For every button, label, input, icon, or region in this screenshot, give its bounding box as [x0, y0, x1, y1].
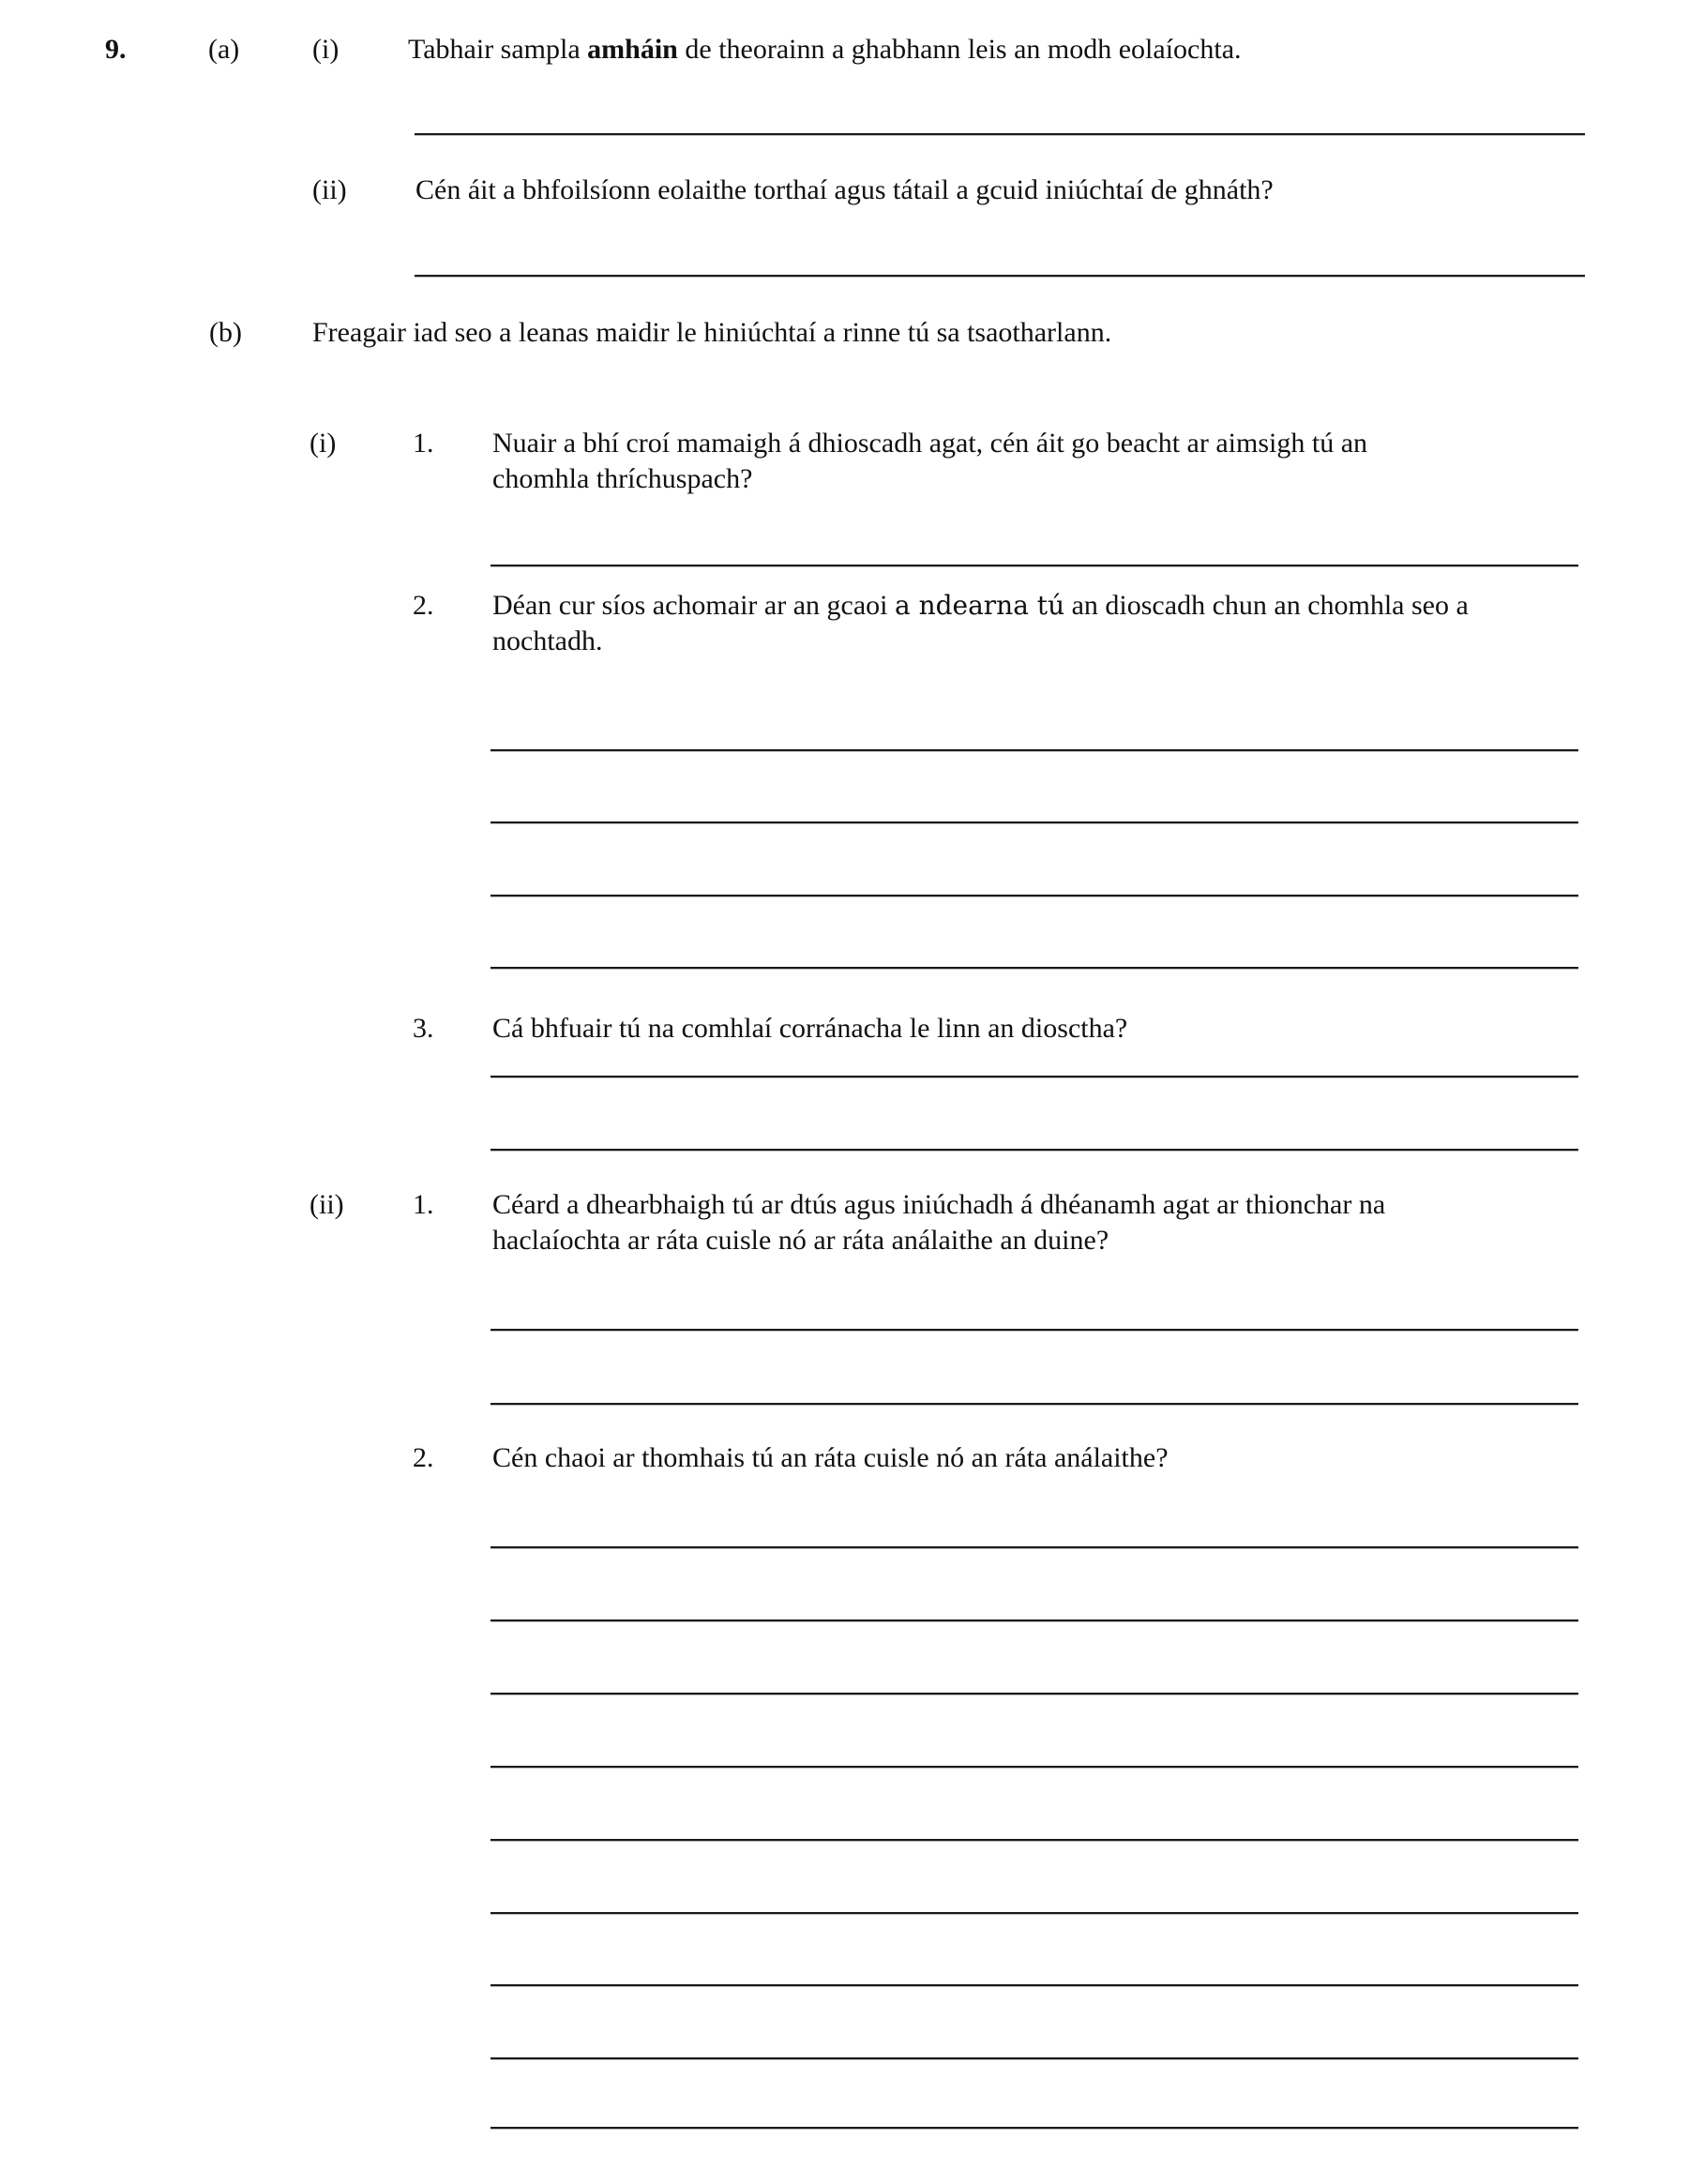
part-b-i-label: (i) [309, 428, 337, 459]
question-text-alt-font: a ndearna tú [894, 590, 1065, 621]
item-number: 1. [413, 1189, 434, 1220]
emphasis-text: amháin [587, 34, 678, 65]
question-text: Déan cur síos achomair ar an gcaoi [492, 590, 895, 621]
answer-line[interactable] [490, 1839, 1578, 1842]
item-question-line [492, 588, 1469, 624]
part-b-intro: Freagair iad seo a leanas maidir le hiniúchtaí a rinne tú sa tsaotharlann. [312, 317, 1112, 348]
item-question-line: Cá bhfuair tú na comhlaí corránacha le linn an diosctha? [492, 1013, 1128, 1044]
item-question-line: Nuair a bhí croí mamaigh á dhioscadh agat, cén áit go beacht ar aimsigh tú an [492, 428, 1368, 459]
answer-line[interactable] [490, 1076, 1578, 1078]
answer-line[interactable] [490, 1329, 1578, 1332]
answer-line[interactable] [490, 967, 1578, 970]
question-text: an dioscadh chun an chomhla seo a [1064, 590, 1469, 621]
answer-line[interactable] [490, 1766, 1578, 1769]
answer-line[interactable] [490, 1619, 1578, 1622]
question-text: Tabhair sampla [408, 34, 588, 65]
answer-line[interactable] [490, 1403, 1578, 1406]
answer-line[interactable] [490, 895, 1578, 897]
part-b-label: (b) [209, 317, 242, 348]
answer-line[interactable] [490, 1149, 1578, 1152]
answer-line[interactable] [490, 565, 1578, 567]
answer-line[interactable] [490, 2057, 1578, 2060]
question-number: 9. [105, 34, 127, 65]
item-question-line: nochtadh. [492, 625, 603, 656]
item-question-line: Céard a dhearbhaigh tú ar dtús agus iniúchadh á dhéanamh agat ar thionchar na [492, 1189, 1386, 1220]
answer-line[interactable] [490, 821, 1578, 824]
item-question-line: chomhla thríchuspach? [492, 463, 753, 494]
part-a-i-question [408, 32, 1242, 68]
item-number: 2. [413, 590, 434, 621]
answer-line[interactable] [415, 275, 1585, 278]
part-a-ii-label: (ii) [312, 174, 347, 205]
part-a-ii-question: Cén áit a bhfoilsíonn eolaithe torthaí agus tátail a gcuid iniúchtaí de ghnáth? [415, 174, 1274, 205]
part-a-label: (a) [208, 34, 240, 65]
answer-line[interactable] [490, 1546, 1578, 1549]
item-question-line: Cén chaoi ar thomhais tú an ráta cuisle nó an ráta análaithe? [492, 1442, 1169, 1473]
item-number: 2. [413, 1442, 434, 1473]
question-text: de theorainn a ghabhann leis an modh eolaíochta. [677, 34, 1242, 65]
part-b-ii-label: (ii) [309, 1189, 344, 1220]
answer-line[interactable] [490, 1984, 1578, 1987]
part-a-i-label: (i) [312, 34, 339, 65]
answer-line[interactable] [490, 1693, 1578, 1695]
answer-line[interactable] [415, 133, 1585, 136]
item-number: 1. [413, 428, 434, 459]
item-question-line: haclaíochta ar ráta cuisle nó ar ráta análaithe an duine? [492, 1225, 1109, 1256]
answer-line[interactable] [490, 2127, 1578, 2130]
answer-line[interactable] [490, 749, 1578, 752]
answer-line[interactable] [490, 1912, 1578, 1915]
item-number: 3. [413, 1013, 434, 1044]
